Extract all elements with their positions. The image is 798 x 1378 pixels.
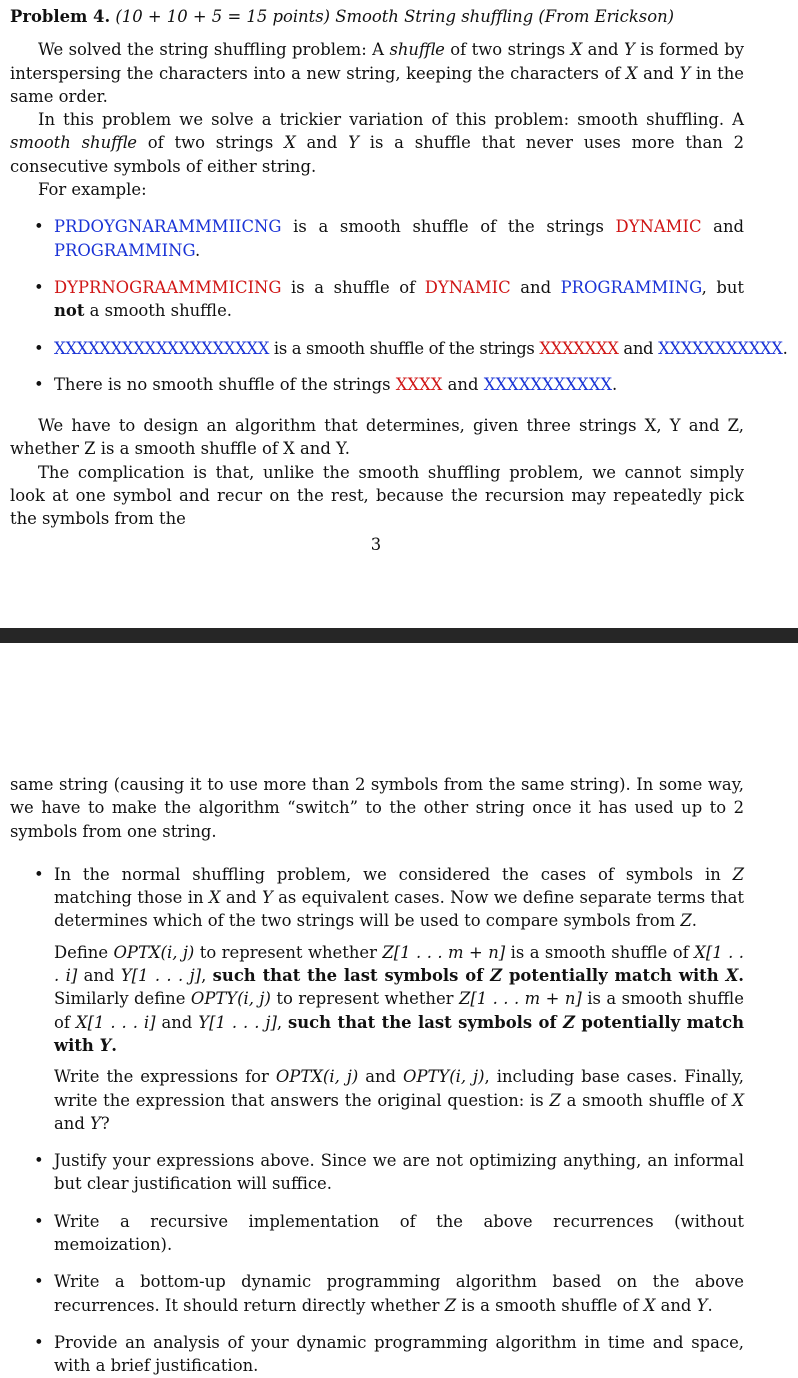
problem-text-continued: [10, 773, 744, 1378]
list-item: [10, 1149, 744, 1196]
paragraph-continuation: same string (causing it to use more than 2 symbols from the same string). In some way, we have to make the algorithm “switch” to the other string once it has used up to 2 symbols from one string.: [10, 775, 744, 841]
list-item: • XXXXXXXXXXXXXXXXXXX is a smooth shuffle of the strings XXXXXXX and XXXXXXXXXXX.: [10, 337, 744, 360]
list-item: • PRDOYGNARAMMMIICNG is a smooth shuffle of the strings DYNAMIC and PROGRAMMING.: [34, 217, 744, 260]
problem-label: Problem 4.: [10, 7, 111, 26]
page-3: [0, 0, 798, 628]
problem-header: [10, 5, 744, 28]
list-item: [10, 863, 744, 1135]
bullet-icon: •: [34, 1211, 44, 1231]
paragraph-smooth-definition: In this problem we solve a trickier variation of this problem: smooth shuffling. A smooth shuffle of two strings X and Y is a shuffle that never uses more than 2 consecutive symbols of either string.: [10, 110, 744, 176]
list-item: • DYPRNOGRAAMMMICING is a shuffle of DYNAMIC and PROGRAMMING, but not a smooth shuffle.: [34, 277, 744, 321]
bullet-icon: •: [34, 1332, 44, 1352]
bullet-icon: •: [34, 1151, 44, 1171]
bullet-icon: •: [34, 217, 44, 237]
item-define-opt: Define OPTX(i, j) to represent whether Z[1 . . . m + n] is a smooth shuffle of X[1 . . . i] and Y[1 . . . j], such that the last symbols of Z potentially match with X. Similarly define OPTY(i, j) to represent whether Z[1 . . . m + n] is a smooth shuffle of X[1 . . . i] and Y[1 . . . j], such that the last symbols of Z potentially match with Y.: [54, 942, 744, 1055]
page-4: [0, 643, 798, 1376]
paragraph-design-task: We have to design an algorithm that determines, given three strings X, Y and Z, whether Z is a smooth shuffle of X and Y.: [10, 416, 744, 459]
list-item: • There is no smooth shuffle of the strings XXXX and XXXXXXXXXXX.: [10, 373, 744, 396]
item-normal-shuffling: In the normal shuffling problem, we considered the cases of symbols in Z matching those in X and Y as equivalent cases. Now we define separate terms that determines which of the two strings will be used to compare symbols from Z.: [54, 864, 744, 931]
item-bottom-up: Write a bottom-up dynamic programming algorithm based on the above recurrences. It should return directly whether Z is a smooth shuffle of X and Y.: [54, 1272, 744, 1315]
paragraph-shuffle-definition: We solved the string shuffling problem: A shuffle of two strings X and Y is formed by interspersing the characters into a new string, keeping the characters of X and Y in the same order.: [10, 40, 744, 106]
bullet-icon: •: [34, 338, 44, 358]
list-item: [10, 1331, 744, 1378]
bullet-icon: •: [34, 864, 44, 884]
paragraph-complication: The complication is that, unlike the smooth shuffling problem, we cannot simply look at one symbol and recur on the rest, because the recursion may repeatedly pick the symbols from the: [10, 462, 744, 529]
list-item: [10, 1210, 744, 1257]
item-write-expressions: Write the expressions for OPTX(i, j) and OPTY(i, j), including base cases. Finally, write the expression that answers the original question: is Z a smooth shuffle of X and Y?: [54, 1067, 744, 1133]
page-divider: [0, 628, 798, 643]
example-list: [10, 215, 788, 396]
problem-text: [10, 5, 788, 531]
page-number: 3: [370, 535, 382, 554]
bullet-icon: •: [34, 374, 44, 394]
for-example-label: For example:: [38, 180, 147, 200]
task-list: [10, 863, 744, 1378]
bullet-icon: •: [34, 277, 44, 297]
item-justify: Justify your expressions above. Since we are not optimizing anything, an informal but clear justification will suffice.: [54, 1151, 744, 1194]
item-recursive: Write a recursive implementation of the above recurrences (without memoization).: [54, 1211, 744, 1255]
problem-title: (10 + 10 + 5 = 15 points) Smooth String shuffling (From Erickson): [115, 7, 675, 26]
bullet-icon: •: [34, 1272, 44, 1292]
item-analysis: Provide an analysis of your dynamic programming algorithm in time and space, with a brief justification.: [54, 1332, 744, 1376]
